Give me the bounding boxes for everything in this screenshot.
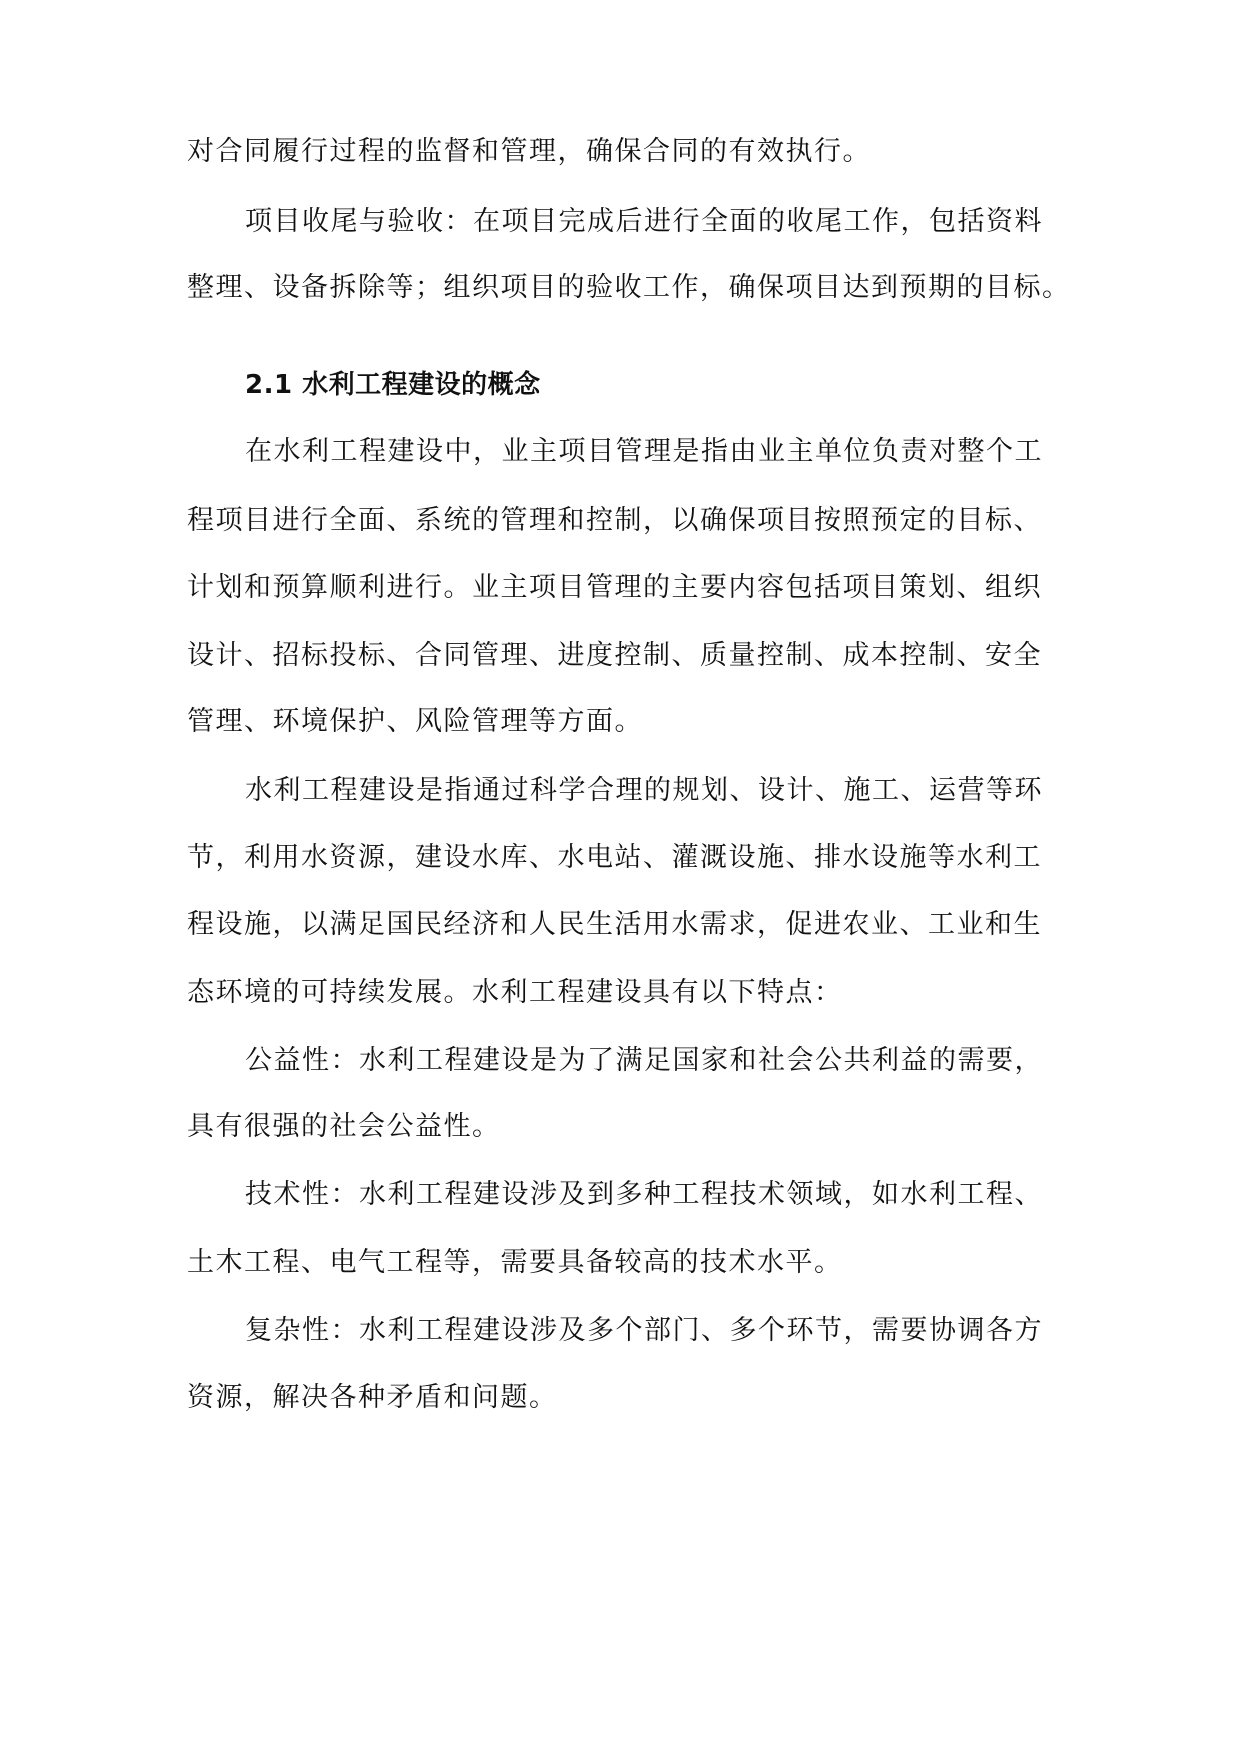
paragraph-line: 资源，解决各种矛盾和问题。: [187, 1382, 558, 1413]
paragraph-line: 管理、环境保护、风险管理等方面。: [187, 706, 643, 737]
paragraph-line: 程设施，以满足国民经济和人民生活用水需求，促进农业、工业和生: [187, 909, 1042, 940]
paragraph-line: 设计、招标投标、合同管理、进度控制、质量控制、成本控制、安全: [187, 640, 1042, 671]
paragraph-line: 技术性：水利工程建设涉及到多种工程技术领域，如水利工程、: [245, 1179, 1043, 1210]
paragraph-line: 计划和预算顺利进行。业主项目管理的主要内容包括项目策划、组织: [187, 572, 1042, 603]
paragraph-line: 整理、设备拆除等；组织项目的验收工作，确保项目达到预期的目标。: [187, 272, 1071, 303]
paragraph-line: 对合同履行过程的监督和管理，确保合同的有效执行。: [187, 136, 871, 167]
paragraph-line: 在水利工程建设中，业主项目管理是指由业主单位负责对整个工: [245, 436, 1043, 467]
paragraph-line: 水利工程建设是指通过科学合理的规划、设计、施工、运营等环: [245, 775, 1043, 806]
paragraph-line: 项目收尾与验收：在项目完成后进行全面的收尾工作，包括资料: [245, 206, 1043, 237]
paragraph-line: 态环境的可持续发展。水利工程建设具有以下特点：: [187, 977, 843, 1008]
paragraph-line: 公益性：水利工程建设是为了满足国家和社会公共利益的需要，: [245, 1045, 1043, 1076]
paragraph-line: 节，利用水资源，建设水库、水电站、灌溉设施、排水设施等水利工: [187, 842, 1042, 873]
section-heading: 2.1 水利工程建设的概念: [245, 370, 541, 400]
paragraph-line: 土木工程、电气工程等，需要具备较高的技术水平。: [187, 1247, 843, 1278]
paragraph-line: 具有很强的社会公益性。: [187, 1111, 501, 1142]
paragraph-line: 复杂性：水利工程建设涉及多个部门、多个环节，需要协调各方: [245, 1315, 1043, 1346]
paragraph-line: 程项目进行全面、系统的管理和控制，以确保项目按照预定的目标、: [187, 505, 1042, 536]
